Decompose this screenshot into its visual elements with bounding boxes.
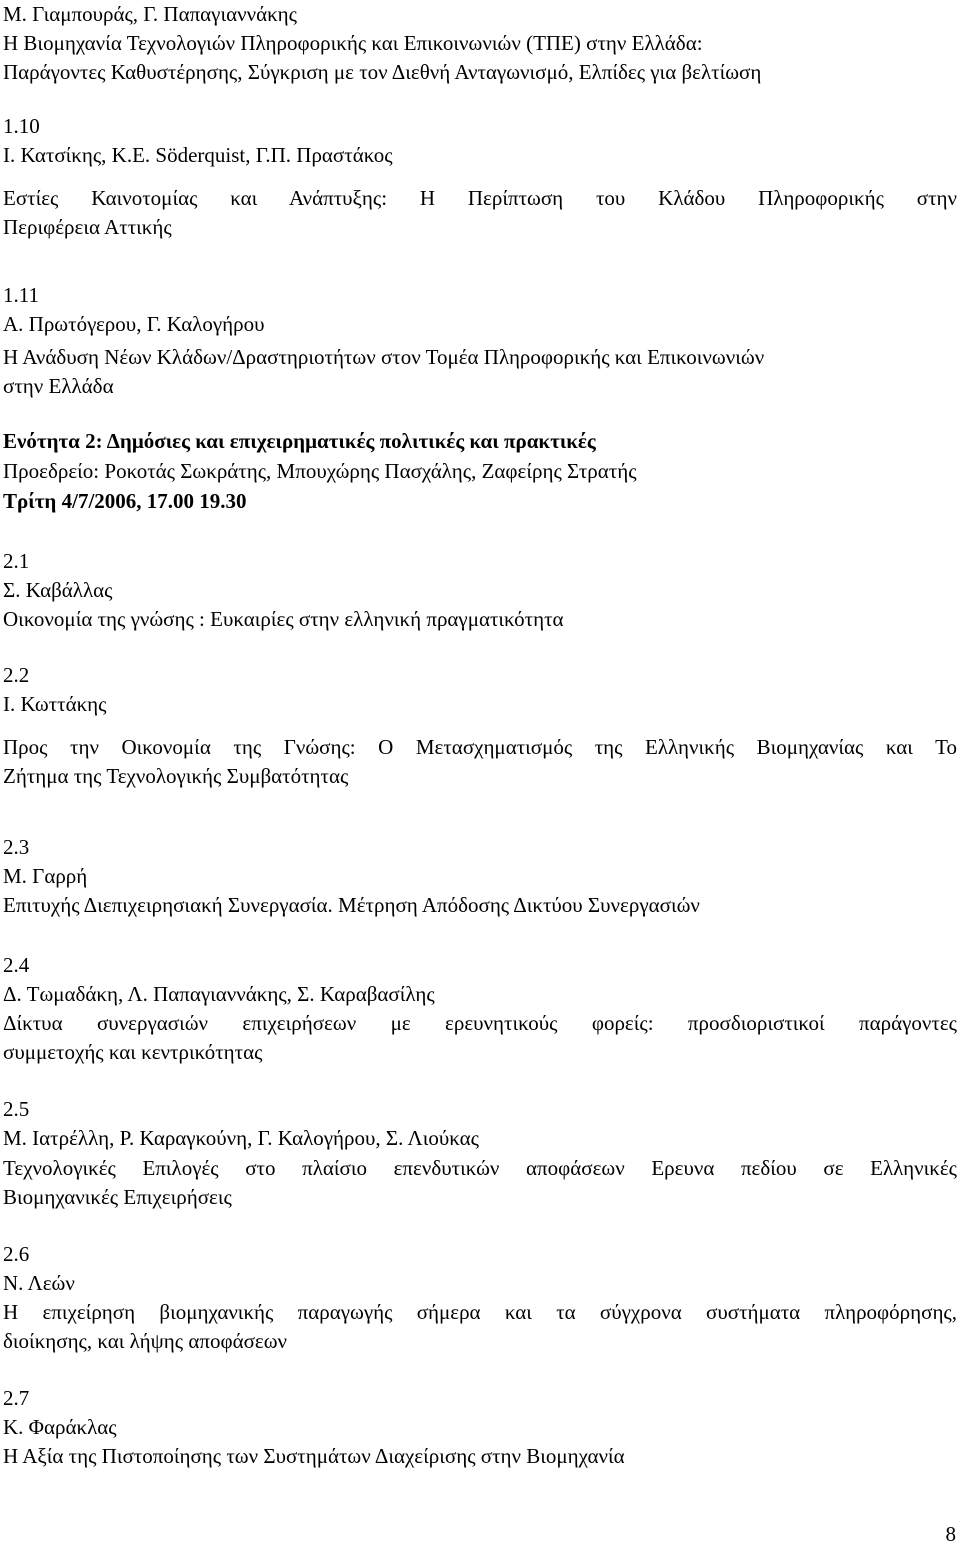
entry-title-line: Εστίες Καινοτομίας και Ανάπτυξης: Η Περίπτωση του Κλάδου Πληροφορικής στην bbox=[3, 186, 957, 210]
entry-title-line: Δίκτυα συνεργασιών επιχειρήσεων με ερευνητικούς φορείς: προσδιοριστικοί παράγοντες bbox=[3, 1011, 957, 1035]
entry-title-line: Παράγοντες Καθυστέρησης, Σύγκριση με τον Διεθνή Ανταγωνισμό, Ελπίδες για βελτίωση bbox=[3, 60, 762, 84]
entry-number: 2.3 bbox=[3, 835, 30, 859]
entry-title-line: Τεχνολογικές Επιλογές στο πλαίσιο επενδυτικών αποφάσεων Ερευνα πεδίου σε Ελληνικές bbox=[3, 1156, 957, 1180]
entry-authors: Ι. Κατσίκης, Κ.Ε. Söderquist, Γ.Π. Πραστάκος bbox=[3, 143, 393, 167]
entry-title-line: Η Αξία της Πιστοποίησης των Συστημάτων Διαχείρισης στην Βιομηχανία bbox=[3, 1444, 625, 1468]
entry-number: 2.2 bbox=[3, 663, 30, 687]
entry-authors: Μ. Γαρρή bbox=[3, 864, 88, 888]
entry-authors: Ν. Λεών bbox=[3, 1271, 75, 1295]
entry-title-line: διοίκησης, και λήψης αποφάσεων bbox=[3, 1329, 288, 1353]
entry-number: 2.6 bbox=[3, 1242, 30, 1266]
entry-number: 2.7 bbox=[3, 1386, 30, 1410]
entry-number: 2.4 bbox=[3, 953, 30, 977]
entry-number: 2.1 bbox=[3, 549, 30, 573]
entry-title-line: Ζήτημα της Τεχνολογικής Συμβατότητας bbox=[3, 764, 349, 788]
entry-authors: Δ. Τωμαδάκη, Λ. Παπαγιαννάκης, Σ. Καραβασίλης bbox=[3, 982, 435, 1006]
entry-title-line: Προς την Οικονομία της Γνώσης: Ο Μετασχηματισμός της Ελληνικής Βιομηχανίας και Το bbox=[3, 735, 957, 759]
entry-number: 2.5 bbox=[3, 1097, 30, 1121]
entry-authors: Κ. Φαράκλας bbox=[3, 1415, 117, 1439]
entry-authors: Ι. Κωττάκης bbox=[3, 692, 107, 716]
entry-title-line: Η επιχείρηση βιομηχανικής παραγωγής σήμερα και τα σύγχρονα συστήματα πληροφόρησης, bbox=[3, 1300, 957, 1324]
entry-title-line: Η Βιομηχανία Τεχνολογιών Πληροφορικής και Επικοινωνιών (ΤΠΕ) στην Ελλάδα: bbox=[3, 31, 703, 55]
entry-title-line: Η Ανάδυση Νέων Κλάδων/Δραστηριοτήτων στον Τομέα Πληροφορικής και Επικοινωνιών bbox=[3, 345, 765, 369]
entry-title-line: Οικονομία της γνώσης : Ευκαιρίες στην ελληνική πραγματικότητα bbox=[3, 607, 564, 631]
entry-title-line: Επιτυχής Διεπιχειρησιακή Συνεργασία. Μέτρηση Απόδοσης Δικτύου Συνεργασιών bbox=[3, 893, 700, 917]
entry-title-line: στην Ελλάδα bbox=[3, 374, 114, 398]
entry-authors: Μ. Ιατρέλλη, Ρ. Καραγκούνη, Γ. Καλογήρου, Σ. Λιούκας bbox=[3, 1126, 479, 1150]
session-chairs: Προεδρείο: Ροκοτάς Σωκράτης, Μπουχώρης Πασχάλης, Ζαφείρης Στρατής bbox=[3, 459, 637, 483]
page-number: 8 bbox=[945, 1522, 956, 1546]
session-datetime: Τρίτη 4/7/2006, 17.00 19.30 bbox=[3, 489, 247, 513]
entry-number: 1.10 bbox=[3, 114, 40, 138]
entry-number: 1.11 bbox=[3, 283, 39, 307]
entry-title-line: Βιομηχανικές Επιχειρήσεις bbox=[3, 1185, 232, 1209]
entry-title-line: Περιφέρεια Αττικής bbox=[3, 215, 172, 239]
entry-authors: Α. Πρωτόγερου, Γ. Καλογήρου bbox=[3, 312, 265, 336]
session-heading: Ενότητα 2: Δημόσιες και επιχειρηματικές πολιτικές και πρακτικές bbox=[3, 429, 596, 453]
entry-authors: Σ. Καβάλλας bbox=[3, 578, 113, 602]
entry-authors: Μ. Γιαμπουράς, Γ. Παπαγιαννάκης bbox=[3, 2, 297, 26]
entry-title-line: συμμετοχής και κεντρικότητας bbox=[3, 1040, 263, 1064]
